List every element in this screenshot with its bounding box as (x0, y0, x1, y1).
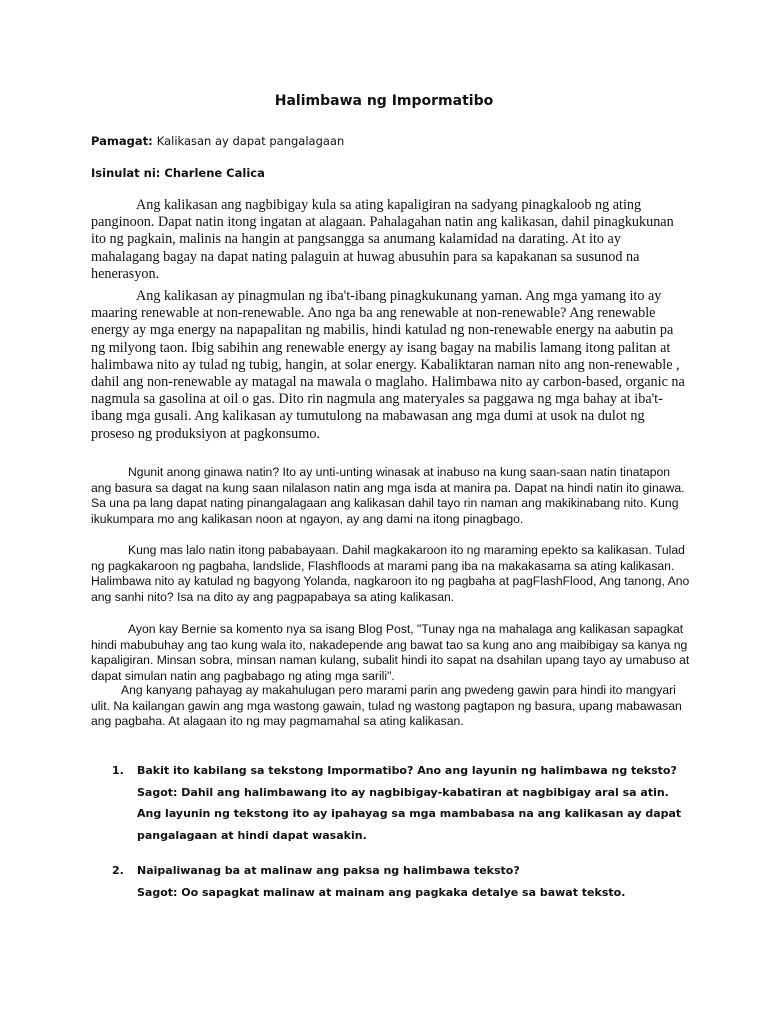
question-1-number: 1. (112, 764, 124, 777)
paragraph-1: Ang kalikasan ang nagbibigay kula sa ating kapaligiran na sadyang pinagkaloob ng ating panginoon. Dapat natin itong ingatan at alagaan. Pahalagahan natin ang kalikasan, dahil pinagkukunan ito ng pagkain, malinis na hangin at pangsangga sa anumang kalamidad na darating. At ito ay mahalagang bagay na dapat nating palaguin at huwag abusuhin para sa kapakanan sa susunod na henerasyon. (91, 197, 674, 282)
author-value: Charlene Calica (164, 166, 265, 180)
answer-1-text: Sagot: Dahil ang halimbawang ito ay nagbibigay-kabatiran at nagbibigay aral sa atin. Ang layunin ng tekstong ito ay ipahayag sa mga mambabasa na ang kalikasan ay dapat pangalagaan at hindi dapat wasakin. (137, 785, 682, 842)
paragraph-4: Kung mas lalo natin itong pababayaan. Dahil magkakaroon ito ng maraming epekto sa kalikasan. Tulad ng pagkakaroon ng pagbaha, landslide, Flashfloods at marami pang iba na makakasama sa ating kalikasan. Halimbawa nito ay katulad ng bagyong Yolanda, nagkaroon ito ng pagbaha at pagFlashFlood, Ang tanong, Ano ang sanhi nito? Isa na dito ay ang pagpapabaya sa ating kalikasan. (91, 543, 690, 605)
answer-2-text: Sagot: Oo sapagkat malinaw at mainam ang pagkaka detalye sa bawat teksto. (137, 885, 626, 899)
paragraph-6: Ang kanyang pahayag ay makahulugan pero marami parin ang pwedeng gawin para hindi ito mangyari ulit. Na kailangan gawin ang mga wastong gawain, tulad ng wastong pagtapon ng basura, upang mabawasan ang pagbaha. At alagaan ito ng may pagmamahal sa ating kalikasan. (91, 683, 682, 729)
question-2-text: Naipaliwanag ba at malinaw ang paksa ng halimbawa teksto? (137, 864, 520, 877)
paragraph-2: Ang kalikasan ay pinagmulan ng iba't-ibang pinagkukunang yaman. Ang mga yamang ito ay maaring renewable at non-renewable. Ano nga ba ang renewable at non-renewable? Ang renewable energy ay mga energy na napapalitan ng mabilis, hindi katulad ng non-renewable energy na aabutin pa ng milyong taon. Ibig sabihin ang renewable energy ay isang bagay na mabilis lamang itong palitan at halimbawa nito ay tulad ng tubig, hangin, at solar energy. Kabaliktaran naman nito ang non-renewable , dahil ang non-renewable ay matagal na mawala o maglaho. Halimbawa nito ay carbon-based, organic na nagmula sa gasolina at oil o gas. Dito rin nagmula ang materyales sa paggawa ng mga bahay at iba't-ibang mga gusali. Ang kalikasan ay tumutulong na mabawasan ang mga dumi at usok na dulot ng proseso ng produksiyon at pagkonsumo. (91, 288, 685, 442)
author-line (91, 166, 265, 180)
pamagat-line (91, 134, 344, 148)
pamagat-label: Pamagat: (91, 134, 153, 148)
paragraph-3: Ngunit anong ginawa natin? Ito ay unti-unting winasak at inabuso na kung saan-saan natin tinatapon ang basura sa dagat na kung saan nilalason natin ang mga isda at manira pa. Dapat na hindi natin ito ginawa. Sa una pa lang dapat nating pinangalagaan ang kalikasan dahil tayo rin naman ang makikinabang nito. Kung ikukumpara mo ang kalikasan noon at ngayon, ay ang dami na itong pinagbago. (91, 465, 685, 527)
question-2 (112, 860, 692, 903)
document-title: Halimbawa ng Impormatibo (274, 93, 494, 109)
pamagat-value: Kalikasan ay dapat pangalagaan (156, 134, 345, 148)
author-label: Isinulat ni: (91, 166, 161, 180)
paragraph-5: Ayon kay Bernie sa komento nya sa isang Blog Post, "Tunay nga na mahalaga ang kalikasan sapagkat hindi mabubuhay ang tao kung wala ito, nakadepende ang bawat tao sa kung ano ang maibibigay sa kanya ng kapaligiran. Minsan sobra, minsan naman kulang, subalit hindi ito sapat na dsahilan upang tayo ay umabuso at dapat simulan natin ang pagbabago ng ating mga sarili". (91, 622, 690, 684)
question-1 (112, 760, 692, 846)
question-1-text: Bakit ito kabilang sa tekstong Impormatibo? Ano ang layunin ng halimbawa ng teksto? (137, 764, 677, 777)
question-2-number: 2. (112, 864, 124, 877)
